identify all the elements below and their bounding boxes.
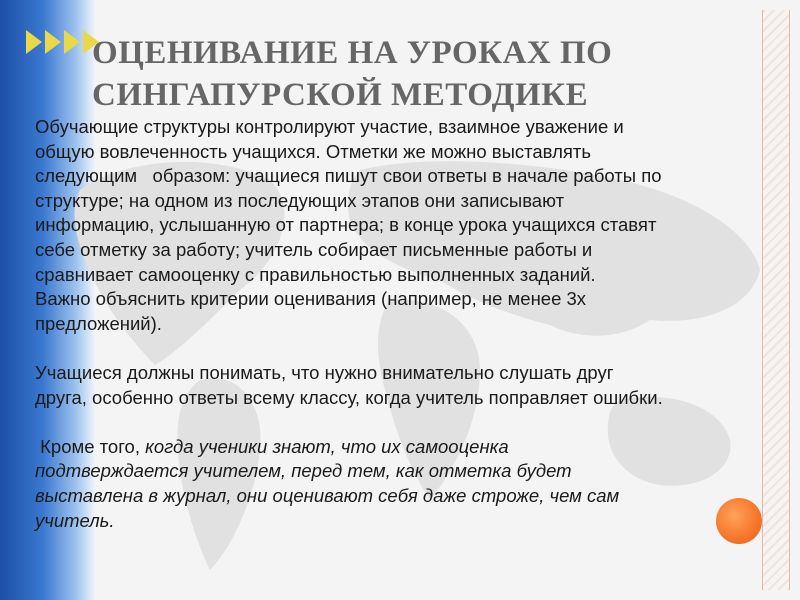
text-line: информацию, услышанную от партнера; в конце урока учащихся ставят — [35, 214, 657, 236]
chevron-right-icon — [45, 30, 61, 54]
slide-title — [92, 32, 752, 116]
orange-circle-decoration — [716, 498, 762, 544]
chevron-right-icon — [26, 30, 42, 54]
slide-title-line: СИНГАПУРСКОЙ МЕТОДИКЕ — [92, 77, 589, 113]
paragraph-3 — [35, 435, 795, 533]
text-line: учитель. — [35, 509, 115, 531]
slide-title-line: ОЦЕНИВАНИЕ НА УРОКАХ ПО — [92, 35, 613, 71]
slide-body — [35, 115, 795, 533]
text-line: друга, особенно ответы всему классу, когда учитель поправляет ошибки. — [35, 386, 663, 408]
text-line: Обучающие структуры контролируют участие, взаимное уважение и — [35, 116, 624, 137]
paragraph-2 — [35, 361, 795, 410]
text-line: выставлена в журнал, они оценивают себя даже строже, чем сам — [35, 484, 620, 506]
text-normal: Кроме того, — [35, 435, 146, 457]
paragraph-spacer — [35, 410, 795, 435]
text-line: следующим образом: учащиеся пишут свои ответы в начале работы по — [35, 165, 662, 187]
paragraph-1 — [35, 115, 795, 336]
chevron-right-icon — [64, 30, 80, 54]
text-line: Учащиеся должны понимать, что нужно внимательно слушать друг — [35, 361, 614, 383]
text-line: себе отметку за работу; учитель собирает письменные работы и — [35, 238, 593, 260]
paragraph-spacer — [35, 336, 795, 361]
text-line: предложений). — [35, 312, 162, 334]
text-italic: когда ученики знают, что их самооценка — [145, 435, 509, 457]
text-line: подтверждается учителем, перед тем, как отметка будет — [35, 460, 572, 482]
text-line: структуре; на одном из последующих этапов они записывают — [35, 189, 565, 211]
title-chevrons — [26, 30, 99, 56]
text-line: общую вовлеченность учащихся. Отметки же можно выставлять — [35, 140, 592, 162]
text-line: Важно объяснить критерии оценивания (например, не менее 3х — [35, 288, 587, 310]
text-line — [35, 435, 795, 460]
text-line: сравнивает самооценку с правильностью выполненных заданий. — [35, 263, 596, 285]
